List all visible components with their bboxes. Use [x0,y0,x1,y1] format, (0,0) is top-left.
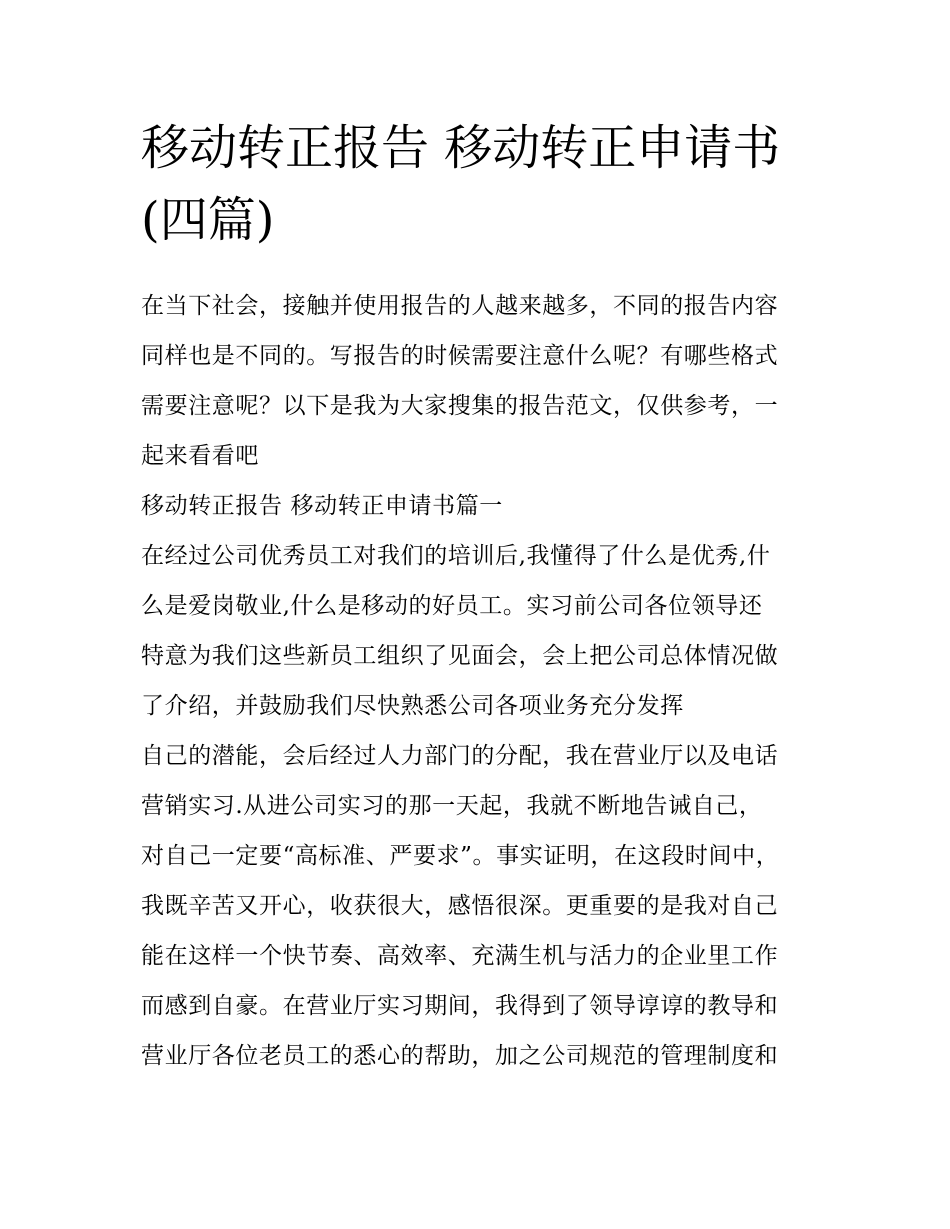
body-line-6: 营销实习.从进公司实习的那一天起，我就不断地告诫自己， [141,793,763,819]
body-line-9: 能在这样一个快节奏、高效率、充满生机与活力的企业里工作 [141,943,779,969]
title-line-1: 移动转正报告 移动转正申请书 [141,120,781,176]
document-content [141,112,813,1081]
body-line-8: 我既辛苦又开心，收获很大，感悟很深。更重要的是我对自己 [141,893,779,919]
body-line-4: 了介绍，并鼓励我们尽快熟悉公司各项业务充分发挥 [141,693,684,719]
section-heading: 移动转正报告 移动转正申请书篇一 [141,493,503,519]
intro-line-2: 同样也是不同的。写报告的时候需要注意什么呢？有哪些格式 [141,343,779,369]
title-line-2: (四篇) [141,192,275,248]
intro-line-1: 在当下社会，接触并使用报告的人越来越多，不同的报告内容 [141,293,779,319]
body-line-5: 自己的潜能，会后经过人力部门的分配，我在营业厅以及电话 [141,743,779,769]
body-line-11: 营业厅各位老员工的悉心的帮助，加之公司规范的管理制度和 [141,1043,779,1069]
intro-line-3: 需要注意呢？以下是我为大家搜集的报告范文，仅供参考，一 [141,393,779,419]
document-title [141,112,813,256]
body-line-3: 特意为我们这些新员工组织了见面会，会上把公司总体情况做 [141,643,779,669]
document-body [141,281,813,1081]
body-line-7: 对自己一定要“高标准、严要求”。事实证明，在这段时间中， [141,843,780,869]
body-line-2: 么是爱岗敬业,什么是移动的好员工。实习前公司各位领导还 [141,593,763,619]
body-line-1: 在经过公司优秀员工对我们的培训后,我懂得了什么是优秀,什 [141,543,771,569]
intro-line-4: 起来看看吧 [141,443,259,469]
body-line-10: 而感到自豪。在营业厅实习期间，我得到了领导谆谆的教导和 [141,993,779,1019]
